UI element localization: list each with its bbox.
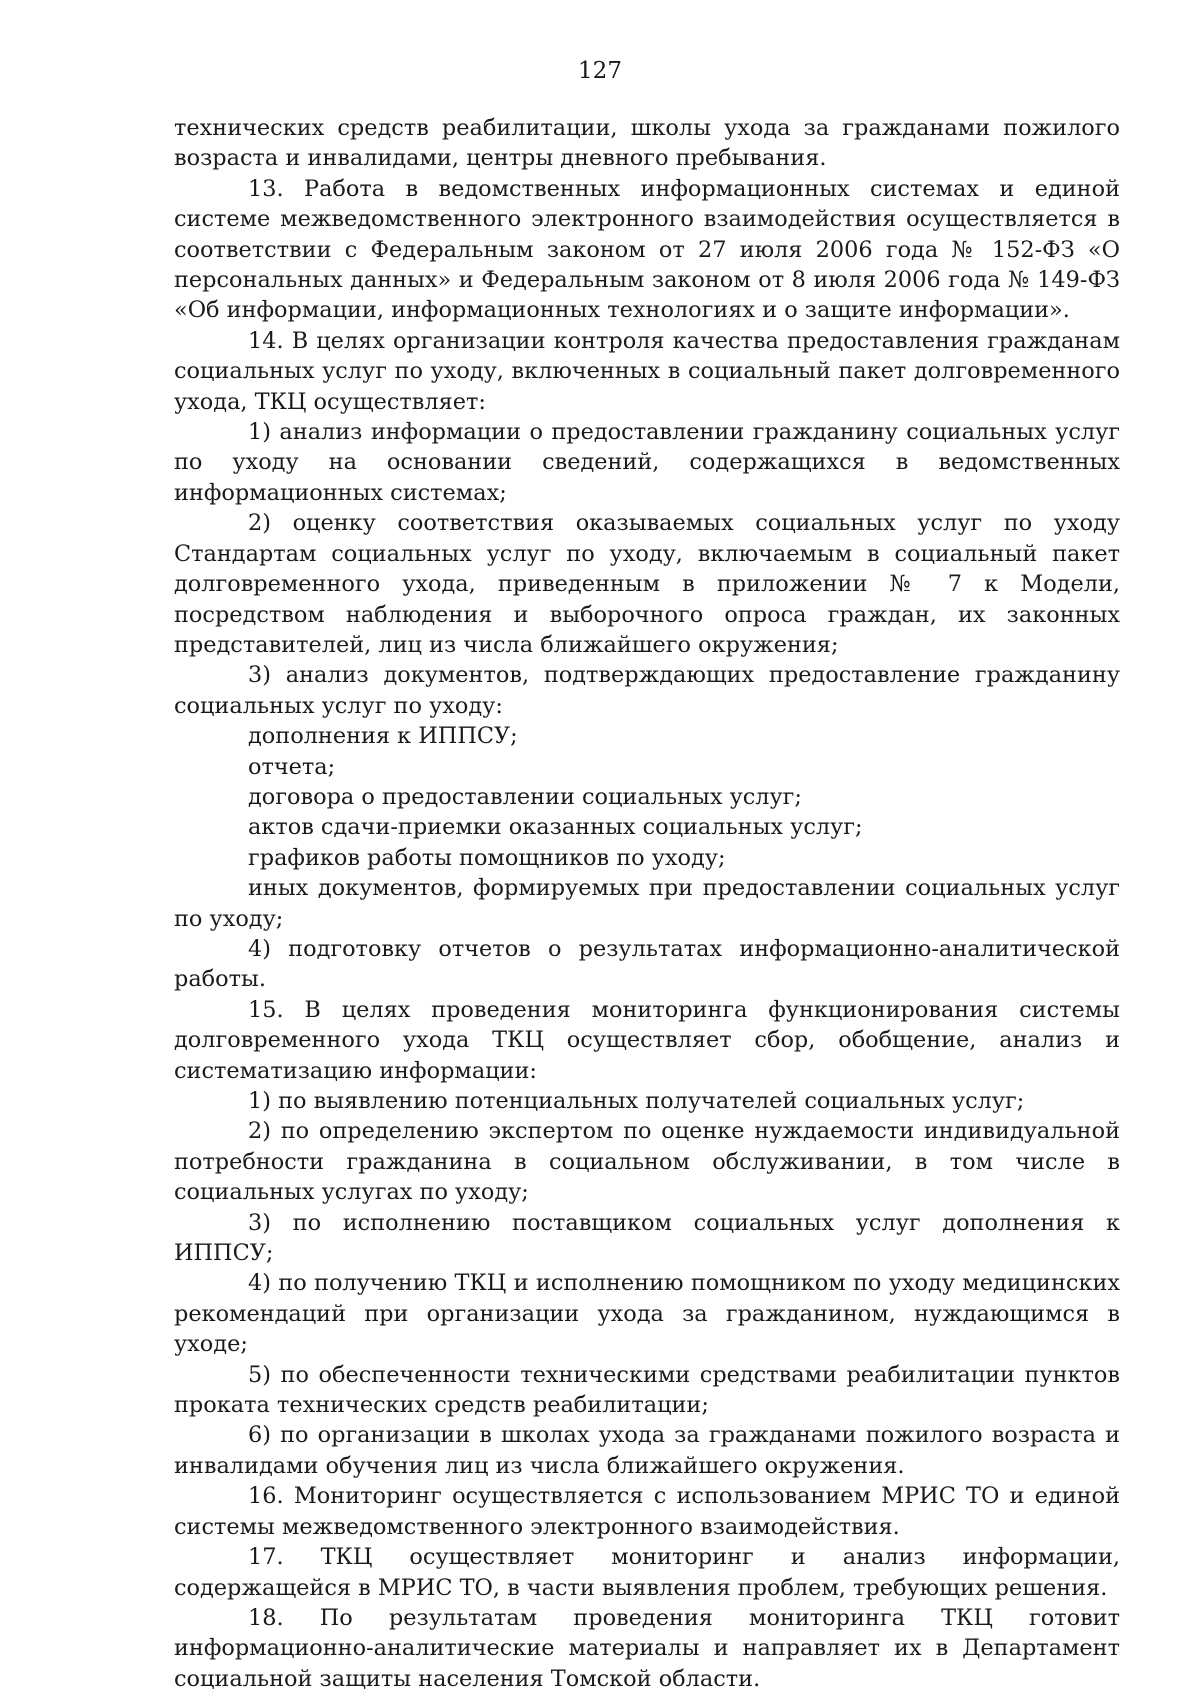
- document-list-item: дополнения к ИППСУ;: [248, 723, 518, 750]
- paragraph-16: 16. Мониторинг осуществляется с использованием МРИС ТО и единой системы межведомственного электронного взаимодействия.: [174, 1483, 1120, 1540]
- paragraph-15-item-5: 5) по обеспеченности техническими средствами реабилитации пунктов проката технических средств реабилитации;: [174, 1361, 1120, 1419]
- page-number: 127: [578, 58, 622, 84]
- paragraph-15-item-6: 6) по организации в школах ухода за гражданами пожилого возраста и инвалидами обучения лиц из числа ближайшего окружения.: [174, 1422, 1120, 1479]
- paragraph-15-item-4: 4) по получению ТКЦ и исполнению помощником по уходу медицинских рекомендаций при организации ухода за гражданином, нуждающимся в уходе;: [174, 1270, 1120, 1358]
- document-list-item: актов сдачи-приемки оказанных социальных услуг;: [248, 814, 863, 841]
- paragraph-continuation: технических средств реабилитации, школы ухода за гражданами пожилого возраста и инвалидами, центры дневного пребывания.: [174, 115, 1120, 172]
- paragraph-13: 13. Работа в ведомственных информационных системах и единой системе межведомственного электронного взаимодействия осуществляется в соответствии с Федеральным законом от 27 июля 2006 года № 152-ФЗ «О персональных данных» и Федеральным законом от 8 июля 2006 года № 149-ФЗ «Об информации, информационных технологиях и о защите информации».: [174, 175, 1120, 324]
- paragraph-18: 18. По результатам проведения мониторинга ТКЦ готовит информационно-аналитические материалы и направляет их в Департамент социальной защиты населения Томской области.: [174, 1604, 1120, 1692]
- paragraph-15-item-3: 3) по исполнению поставщиком социальных услуг дополнения к ИППСУ;: [174, 1209, 1120, 1267]
- document-list-item: графиков работы помощников по уходу;: [248, 844, 726, 871]
- paragraph-14-item-4: 4) подготовку отчетов о результатах информационно-аналитической работы.: [174, 935, 1120, 993]
- paragraph-14: 14. В целях организации контроля качества предоставления гражданам социальных услуг по уходу, включенных в социальный пакет долговременного ухода, ТКЦ осуществляет:: [174, 327, 1120, 415]
- paragraph-14-item-2: 2) оценку соответствия оказываемых социальных услуг по уходу Стандартам социальных услуг по уходу, включаемым в социальный пакет долговременного ухода, приведенным в приложении № 7 к Модели, посредством наблюдения и выборочного опроса граждан, их законных представителей, лиц из числа ближайшего окружения;: [174, 510, 1120, 658]
- document-list-item: отчета;: [248, 753, 336, 780]
- paragraph-15-item-2: 2) по определению экспертом по оценке нуждаемости индивидуальной потребности гражданина в социальном обслуживании, в том числе в социальных услугах по уходу;: [174, 1118, 1120, 1206]
- document-list-item: договора о предоставлении социальных услуг;: [248, 783, 802, 810]
- document-list-item-other: иных документов, формируемых при предоставлении социальных услуг по уходу;: [174, 875, 1120, 932]
- document-body: [174, 113, 1120, 1694]
- paragraph-15-item-1: 1) по выявлению потенциальных получателей социальных услуг;: [248, 1088, 1025, 1114]
- paragraph-14-item-1: 1) анализ информации о предоставлении гражданину социальных услуг по уходу на основании сведений, содержащихся в ведомственных информационных системах;: [174, 419, 1120, 506]
- paragraph-17: 17. ТКЦ осуществляет мониторинг и анализ информации, содержащейся в МРИС ТО, в части выявления проблем, требующих решения.: [174, 1544, 1120, 1601]
- paragraph-15: 15. В целях проведения мониторинга функционирования системы долговременного ухода ТКЦ осуществляет сбор, обобщение, анализ и систематизацию информации:: [174, 996, 1120, 1084]
- paragraph-14-item-3: 3) анализ документов, подтверждающих предоставление гражданину социальных услуг по уходу:: [174, 662, 1120, 719]
